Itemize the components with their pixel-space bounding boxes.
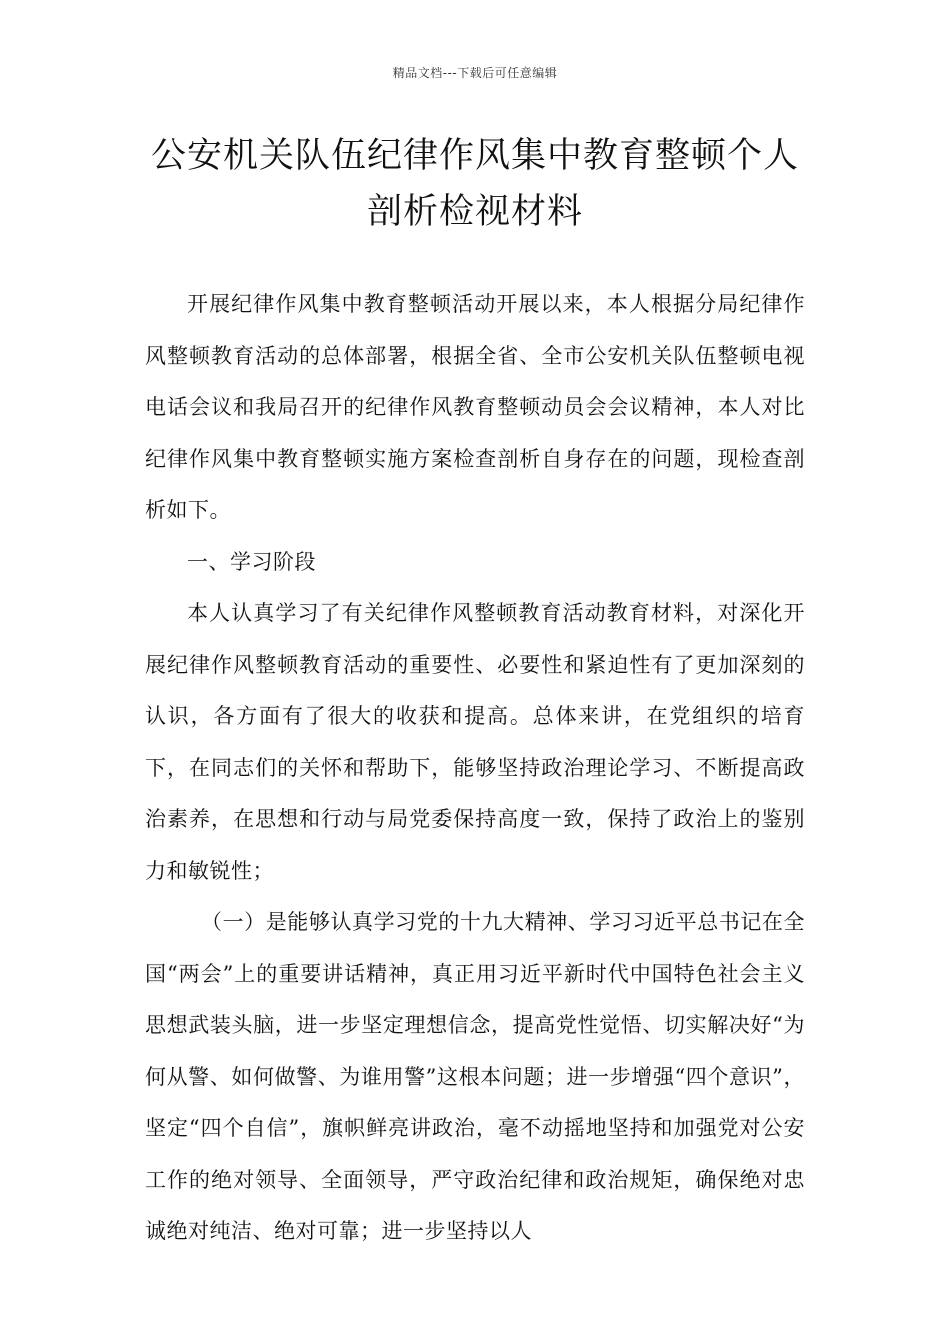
study-paragraph: 本人认真学习了有关纪律作风整顿教育活动教育材料，对深化开展纪律作风整顿教育活动的重要性、必要性和紧迫性有了更加深刻的认识，各方面有了很大的收获和提高。总体来讲，在党组织的培育下，在同志们的关怀和帮助下，能够坚持政治理论学习、不断提高政治素养，在思想和行动与局党委保持高度一致，保持了政治上的鉴别力和敏锐性；	[145, 601, 805, 883]
intro-paragraph: 开展纪律作风集中教育整顿活动开展以来，本人根据分局纪律作风整顿教育活动的总体部署，根据全省、全市公安机关队伍整顿电视电话会议和我局召开的纪律作风教育整顿动员会会议精神，本人对比纪律作风集中教育整顿实施方案检查剖析自身存在的问题，现检查剖析如下。	[145, 292, 805, 522]
header-note: 精品文档---下载后可任意编辑	[392, 66, 558, 80]
item-one-paragraph: （一）是能够认真学习党的十九大精神、学习习近平总书记在全国“两会”上的重要讲话精神，真正用习近平新时代中国特色社会主义思想武装头脑，进一步坚定理想信念，提高党性觉悟、切实解决好“为何从警、如何做警、为谁用警”这根本问题；进一步增强“四个意识”，坚定“四个自信”，旗帜鲜亮讲政治，毫不动摇地坚持和加强党对公安工作的绝对领导、全面领导，严守政治纪律和政治规矩，确保绝对忠诚绝对纯洁、绝对可靠；进一步坚持以人	[145, 910, 805, 1243]
document-title: 公安机关队伍纪律作风集中教育整顿个人剖析检视材料	[150, 136, 799, 232]
document-body	[145, 279, 805, 1258]
section-heading: 一、学习阶段	[187, 549, 316, 574]
